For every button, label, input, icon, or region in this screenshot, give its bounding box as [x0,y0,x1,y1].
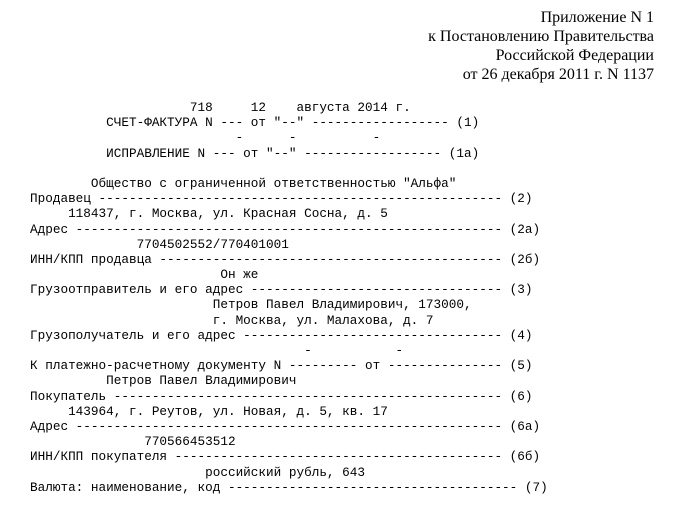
buyer-inn-kpp-value: 770566453512 [30,434,236,450]
consignee-value-2: г. Москва, ул. Малахова, д. 7 [30,312,434,328]
blank-line [30,161,548,176]
seller-inn-kpp-value: 7704502552/770401001 [30,236,289,252]
buyer-address-line: Адрес -------------------------------------------------------- (6а) [30,418,541,434]
resolution-date-number: от 26 декабря 2011 г. N 1137 [462,66,654,83]
consignee-value-1: Петров Павел Владимирович, 173000, [30,297,472,313]
seller-name-value: Общество с ограниченной ответственностью "Альфа" [30,175,457,191]
payment-doc-dash-marks: - - [30,343,404,358]
payment-doc-line: К платежно-расчетному документу N --------- от --------------- (5) [30,358,533,374]
buyer-inn-kpp-line: ИНН/КПП покупателя ------------------------------------------- (6б) [30,449,541,465]
currency-value: российский рубль, 643 [30,464,366,480]
seller-address-value: 118437, г. Москва, ул. Красная Сосна, д. 5 [30,206,388,222]
correction-number-line: ИСПРАВЛЕНИЕ N --- от "--" ------------------ (1а) [30,145,480,161]
buyer-name-value: Петров Павел Владимирович [30,373,297,389]
consignor-line: Грузоотправитель и его адрес --------------------------------- (3) [30,282,533,298]
invoice-number-line: СЧЕТ-ФАКТУРА N --- от "--" ------------------ (1) [30,115,480,131]
buyer-line: Покупатель --------------------------------------------------- (6) [30,388,533,404]
invoice-form [30,100,548,495]
government-name: Российской Федерации [495,47,654,64]
currency-line: Валюта: наименование, код -------------------------------------- (7) [30,479,548,495]
invoice-number-date-values: 718 12 августа 2014 г. [30,100,411,115]
seller-inn-kpp-line: ИНН/КПП продавца --------------------------------------------- (2б) [30,251,541,267]
seller-line: Продавец ----------------------------------------------------- (2) [30,191,533,207]
consignor-value: Он же [30,267,259,283]
invoice-dash-marks: - - - [30,130,381,146]
appendix-title: Приложение N 1 [540,9,654,26]
document-header [428,8,654,84]
consignee-line: Грузополучатель и его адрес ---------------------------------- (4) [30,327,533,343]
seller-address-line: Адрес -------------------------------------------------------- (2а) [30,221,541,237]
buyer-address-value: 143964, г. Реутов, ул. Новая, д. 5, кв. 17 [30,403,388,419]
resolution-reference: к Постановлению Правительства [428,28,654,45]
